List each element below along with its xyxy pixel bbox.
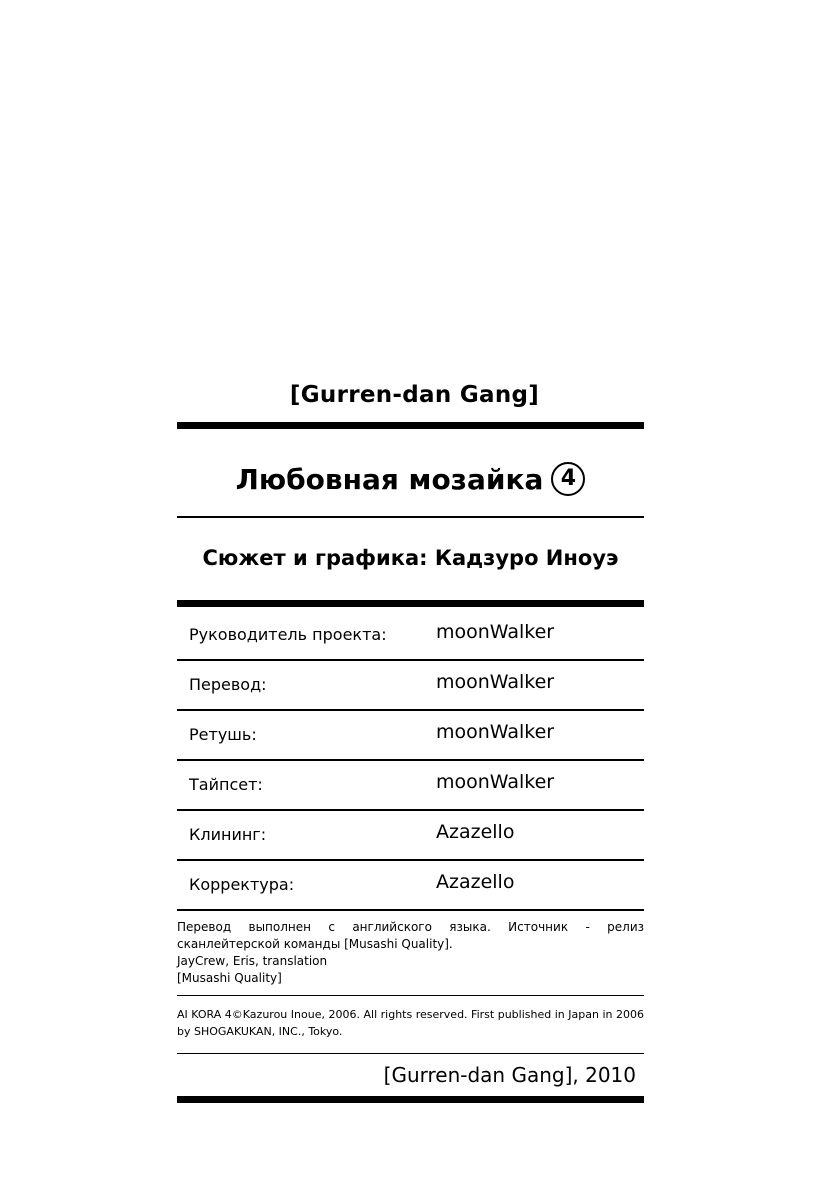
team-credit: JayCrew, Eris, translation	[177, 954, 328, 968]
divider-thick-credits	[177, 600, 644, 607]
credit-row	[177, 711, 644, 761]
credit-role: Руководитель проекта:	[189, 625, 387, 644]
group-name-header: [Gurren-dan Gang]	[289, 382, 540, 408]
divider-thin-title	[177, 516, 644, 518]
credit-role: Перевод:	[189, 675, 267, 694]
divider-notes	[177, 995, 644, 996]
footer-credit: [Gurren-dan Gang], 2010	[383, 1063, 636, 1087]
credit-name: Azazello	[436, 871, 515, 893]
team-group: [Musashi Quality]	[177, 971, 282, 985]
credit-row	[177, 861, 644, 911]
title-text: Любовная мозайка	[235, 462, 544, 496]
author-line: Сюжет и графика: Кадзуро Иноуэ	[202, 546, 619, 570]
main-title	[177, 455, 644, 503]
translation-notes	[177, 919, 644, 987]
credit-role: Клининг:	[189, 825, 267, 844]
volume-number-badge: 4	[551, 462, 585, 496]
credit-role: Корректура:	[189, 875, 295, 894]
credit-row	[177, 661, 644, 711]
credit-name: Azazello	[436, 821, 515, 843]
credit-name: moonWalker	[436, 721, 555, 743]
credit-row	[177, 611, 644, 661]
divider-thick-top	[177, 422, 644, 429]
divider-thick-bottom	[177, 1096, 644, 1103]
credit-name: moonWalker	[436, 771, 555, 793]
row-divider	[177, 909, 644, 911]
credit-row	[177, 811, 644, 861]
credit-role: Тайпсет:	[189, 775, 263, 794]
credit-name: moonWalker	[436, 621, 555, 643]
divider-copyright	[177, 1053, 644, 1054]
credit-role: Ретушь:	[189, 725, 257, 744]
credit-name: moonWalker	[436, 671, 555, 693]
copyright-notice: AI KORA 4©Kazurou Inoue, 2006. All rights reserved. First published in Japan in 2006 by SHOGAKUKAN, INC., Tokyo.	[177, 1008, 644, 1038]
source-note: Перевод выполнен с английского языка. Источник - релиз сканлейтерской команды [Musashi Quality].	[177, 920, 644, 951]
credit-row	[177, 761, 644, 811]
